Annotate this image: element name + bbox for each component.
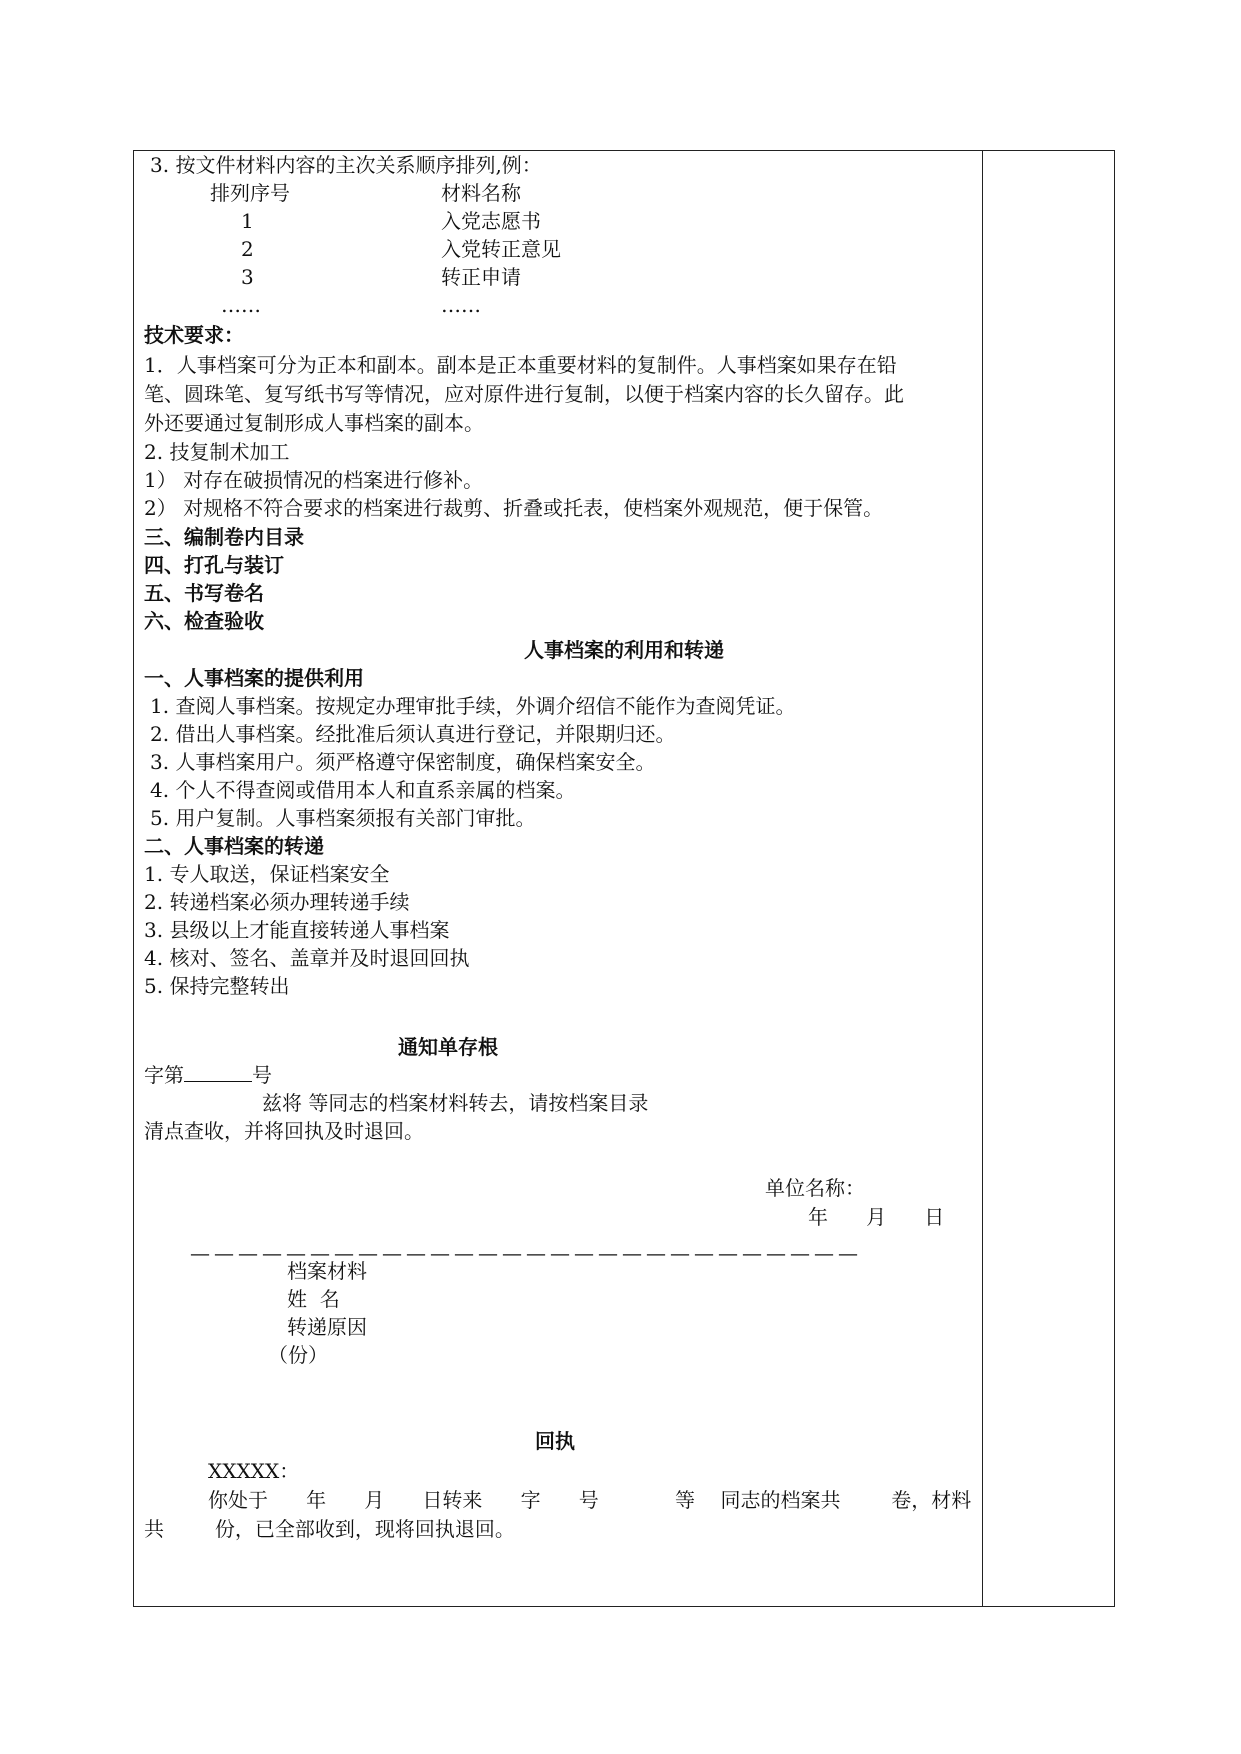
- row-name: 入党转正意见: [441, 237, 561, 261]
- receipt-line: 你处于 年 月 日转来 字 号 等 同志的档案共 卷，材料: [208, 1488, 972, 1512]
- stub-body-line: 兹将 等同志的档案材料转去，请按档案目录: [262, 1091, 649, 1115]
- section-heading: 二、人事档案的转递: [144, 834, 324, 858]
- tech-heading: 技术要求：: [144, 323, 244, 347]
- list-item: 4. 核对、签名、盖章并及时退回回执: [144, 946, 470, 970]
- stub-copies: （份）: [268, 1343, 328, 1367]
- receipt-addressee: XXXXX：: [208, 1459, 300, 1483]
- stub-date: 年 月 日: [808, 1205, 945, 1229]
- cut-separator: ————————————————————————————: [190, 1241, 862, 1265]
- stub-field: 档案材料: [287, 1259, 367, 1283]
- row-seq: ……: [221, 293, 261, 317]
- row-name: 转正申请: [441, 265, 521, 289]
- stub-unit-label: 单位名称：: [765, 1176, 865, 1200]
- list-item: 4. 个人不得查阅或借用本人和直系亲属的档案。: [150, 778, 576, 802]
- stub-field: 姓 名: [287, 1287, 340, 1311]
- stub-number-line: [144, 1062, 272, 1088]
- stub-zi-prefix: 字第: [144, 1063, 184, 1087]
- tech-paragraph-line: 外还要通过复制形成人事档案的副本。: [144, 411, 484, 435]
- row-name: ……: [441, 293, 481, 317]
- tech-item-2: 2. 技复制术加工: [144, 440, 290, 464]
- list-item: 1. 查阅人事档案。按规定办理审批手续，外调介绍信不能作为查阅凭证。: [150, 694, 796, 718]
- row-seq: 1: [241, 209, 254, 233]
- step-heading: 三、编制卷内目录: [144, 525, 304, 549]
- stub-body-line: 清点查收，并将回执及时退回。: [144, 1119, 424, 1143]
- row-name: 入党志愿书: [441, 209, 541, 233]
- column-divider: [982, 150, 983, 1607]
- col-name-header: 材料名称: [441, 181, 521, 205]
- tech-paragraph-line: 笔、圆珠笔、复写纸书写等情况，应对原件进行复制，以便于档案内容的长久留存。此: [144, 382, 904, 406]
- receipt-title: 回执: [535, 1429, 575, 1453]
- stub-field: 转递原因: [287, 1315, 367, 1339]
- list-item: 3. 人事档案用户。须严格遵守保密制度，确保档案安全。: [150, 750, 656, 774]
- row-seq: 2: [241, 237, 254, 261]
- col-seq-header: 排列序号: [210, 181, 290, 205]
- stub-title: 通知单存根: [398, 1035, 498, 1059]
- list-item: 1. 专人取送，保证档案安全: [144, 862, 390, 886]
- section-title: 人事档案的利用和转递: [524, 638, 724, 662]
- step-heading: 六、检查验收: [144, 609, 264, 633]
- list-item: 5. 保持完整转出: [144, 974, 290, 998]
- stub-zi-suffix: 号: [252, 1063, 272, 1087]
- row-seq: 3: [241, 265, 254, 289]
- list-item: 5. 用户复制。人事档案须报有关部门审批。: [150, 806, 536, 830]
- step-heading: 四、打孔与装订: [144, 553, 284, 577]
- list-item: 2. 转递档案必须办理转递手续: [144, 890, 410, 914]
- list-item: 3. 县级以上才能直接转递人事档案: [144, 918, 450, 942]
- section-heading: 一、人事档案的提供利用: [144, 666, 364, 690]
- receipt-line: 共 份，已全部收到，现将回执退回。: [144, 1517, 515, 1541]
- intro-item-3: 3. 按文件材料内容的主次关系顺序排列,例：: [150, 153, 542, 177]
- tech-subitem: 2） 对规格不符合要求的档案进行裁剪、折叠或托表，使档案外观规范，便于保管。: [144, 496, 884, 520]
- list-item: 2. 借出人事档案。经批准后须认真进行登记，并限期归还。: [150, 722, 676, 746]
- step-heading: 五、书写卷名: [144, 581, 264, 605]
- tech-subitem: 1） 对存在破损情况的档案进行修补。: [144, 468, 484, 492]
- blank-line: [184, 1063, 252, 1082]
- tech-paragraph-line: 1．人事档案可分为正本和副本。副本是正本重要材料的复制件。人事档案如果存在铅: [144, 353, 897, 377]
